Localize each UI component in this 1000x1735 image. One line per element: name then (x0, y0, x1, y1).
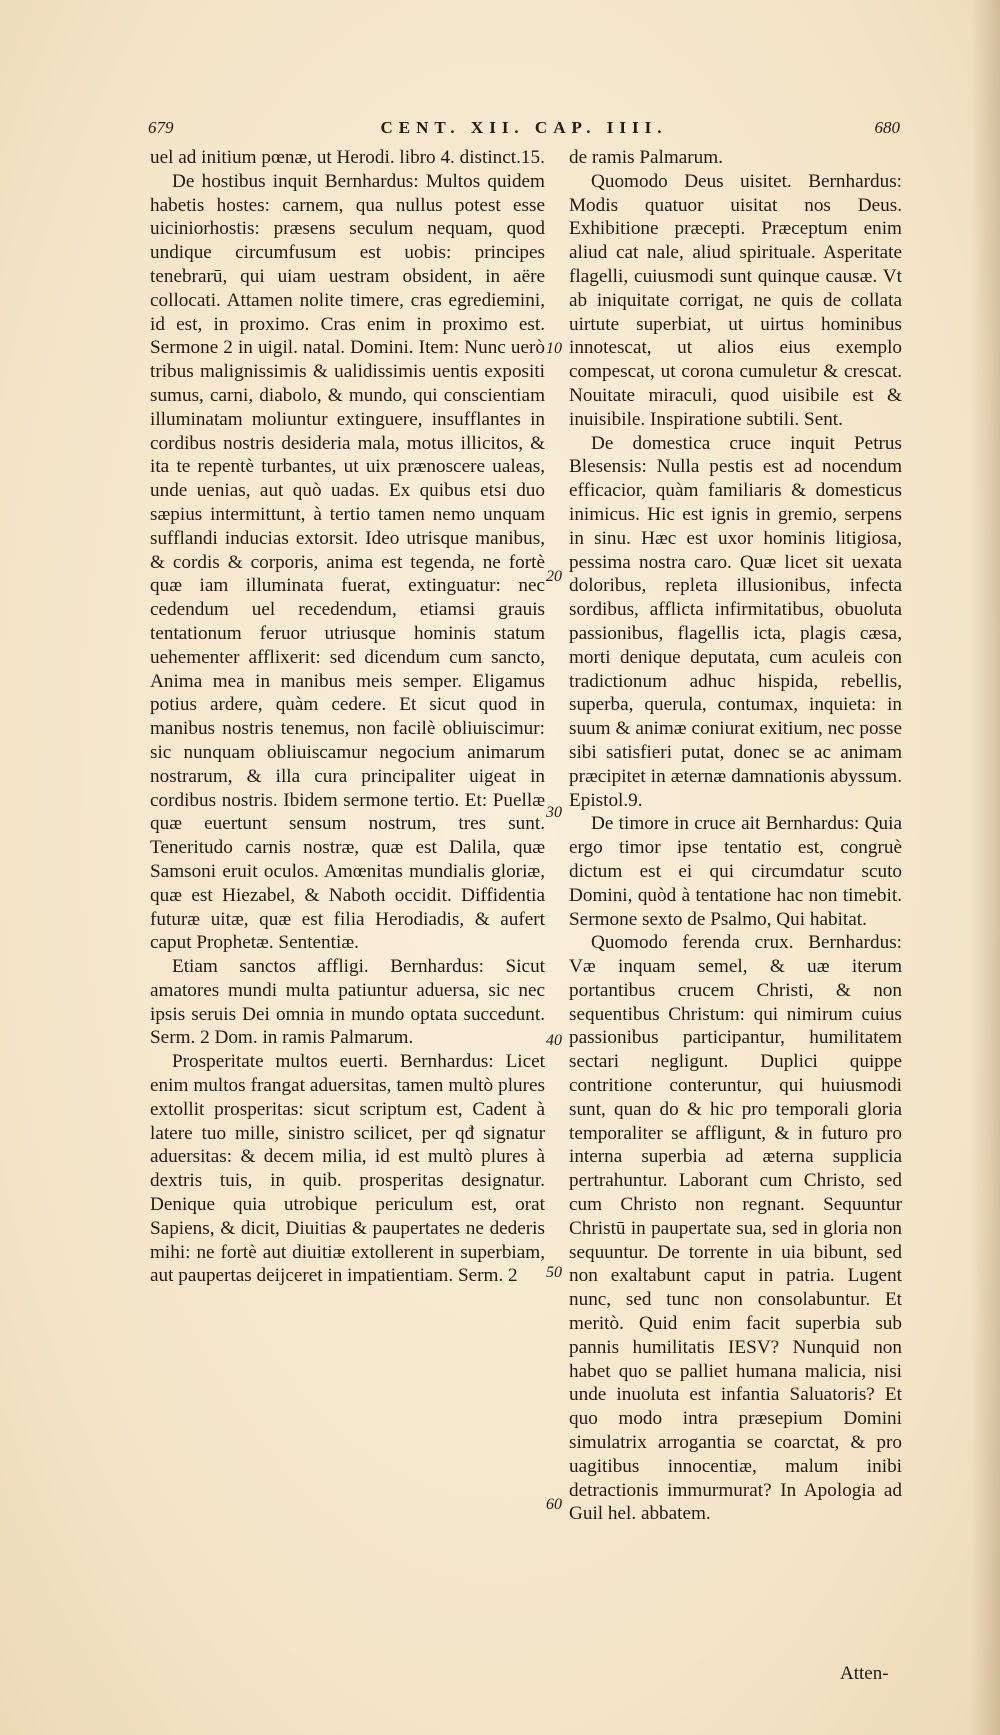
right-column (569, 146, 902, 1526)
left-paragraph-4: Prosperitate multos euerti. Bernhardus: Licet enim multos frangat aduersitas, tamen multò plures extollit prosperitas: sicut scriptum est, Cadent à latere tuo mille, sinistro scilicet, per qđ signatur aduersitas: & decem milia, id est multò plures à dextris tuis, in quib. prosperitas designatur. Denique quia utrobique periculum est, orat Sapiens, & dicit, Diuitias & paupertates ne dederis mihi: ne fortè aut diuitiæ extollerent in superbiam, aut paupertas deijceret in impatientiam. Serm. 2 (150, 1051, 545, 1287)
line-number-30: 30 (546, 804, 562, 821)
catchword: Atten- (840, 1663, 889, 1684)
right-paragraph-1: de ramis Palmarum. (569, 147, 723, 168)
left-paragraph-3: Etiam sanctos affligi. Bernhardus: Sicut amatores mundi multa patiuntur aduersa, sic nec ipsis seruis Dei omnia in mundo optata succedunt. Serm. 2 Dom. in ramis Palmarum. (150, 956, 545, 1049)
right-paragraph-2: Quomodo Deus uisitet. Bernhardus: Modis quatuor uisitat nos Deus. Exhibitione præcepti. Præceptum enim aliud cat nale, aliud spirituale. Asperitate flagelli, cuiusmodi sunt quinque causæ. Vt ab iniquitate corrigat, ne quis de collata uirtute superbiat, ut uirtus hominibus innotescat, ut alios eius exemplo compescat, ut corona cumuletur & crescat. Nouitate miraculi, quod uisibile est & inuisibile. Inspiratione subtili. Sent. (569, 170, 902, 430)
line-number-50: 50 (546, 1264, 562, 1281)
line-number-10: 10 (546, 340, 562, 357)
line-number-60: 60 (546, 1496, 562, 1513)
line-number-40: 40 (546, 1032, 562, 1049)
running-header (148, 118, 900, 148)
left-column (150, 146, 545, 1288)
right-paragraph-3: De domestica cruce inquit Petrus Blesensis: Nulla pestis est ad nocendum efficacior, quàm familiaris & domesticus inimicus. Hic est ignis in gremio, serpens in sinu. Hæc est uxor hominis litigiosa, pessima nostra caro. Quæ licet sit uexata doloribus, repleta illusionibus, infecta sordibus, afflicta infirmitatibus, obuoluta passionibus, flagellis icta, plagis cæsa, morti denique deputata, cum aculeis con tradictionum adhuc hispida, rebellis, superba, querula, contumax, inquieta: in suum & animæ coniurat exitium, nec posse sibi satisfieri putat, donec se ac animam præcipitet in æternæ damnationis abyssum. Epistol.9. (569, 432, 902, 811)
line-number-20: 20 (546, 568, 562, 585)
right-paragraph-5: Quomodo ferenda crux. Bernhardus: Væ inquam semel, & uæ iterum portantibus crucem Christi, & non sequentibus Christum: qui nimirum cuius passionibus participantur, humilitatem sectari negligunt. Duplici quippe contritione conteruntur, qui huiusmodi sunt, quan do & hic pro temporali gloria temporaliter se affligunt, & in futuro pro interna superbia ad æterna supplicia pertrahuntur. Laborant cum Christo, sed cum Christo non regnant. Sequuntur Christū in paupertate sua, sed in gloria non sequuntur. De torrente in uia bibunt, sed non exaltabunt caput in patria. Lugent nunc, sed tunc non consolabuntur. Et meritò. Quid enim facit superbia sub pannis humilitatis IESV? Nunquid non habet quo se palliet humana malicia, nisi unde inuoluta est infantia Saluatoris? Et quo modo intra præsepium Domini simulatrix arrogantia se coarctat, & pro uagitibus innocentiæ, malum inibi detractionis immurmurat? In Apologia ad Guil hel. abbatem. (569, 932, 902, 1525)
left-paragraph-2: De hostibus inquit Bernhardus: Multos quidem habetis hostes: carnem, qua nullus potest esse uiciniorhostis: præsens seculum nequam, quod undique circumfusum est uobis: principes tenebrarū, qui uiam uestram obsident, in aëre collocati. Attamen nolite timere, cras egrediemini, id est, in proximo. Cras enim in proximo est. Sermone 2 in uigil. natal. Domini. Item: Nunc uerò tribus malignissimis & ualidissimis uentis expositi sumus, carni, diabolo, & mundo, qui conscientiam illuminatam moliuntur extinguere, insufflantes in cordibus nostris desideria mala, motus illicitos, & ita te repentè turbantes, ut uix prænoscere ualeas, unde uenias, aut quò uadas. Ex quibus etsi duo sæpius intermittunt, à tertio tamen nemo unquam sufflandi inducias extorsit. Ideo utrisque manibus, & cordis & corporis, anima est tegenda, ne fortè quæ iam illuminata fuerat, extinguatur: nec cedendum uel recedendum, etiamsi grauis tentationum feruor utriusque hominis statum uehementer afflixerit: sed dicendum cum sancto, Anima mea in manibus meis semper. Eligamus potius ardere, quàm cedere. Et sicut quod in manibus nostris tenemus, non facilè obliuiscimur: sic nunquam obliuiscamur negocium animarum nostrarum, & illa cura principaliter uigeat in cordibus nostris. Ibidem sermone tertio. Et: Puellæ quæ euertunt sensum nostrum, tres sunt. Teneritudo carnis nostræ, quæ est Dalila, quæ Samsoni eruit oculos. Amœnitas mundialis gloriæ, quæ est Hiezabel, & Naboth occidit. Diffidentia futuræ uitæ, quæ est filia Herodiadis, & aufert caput Prophetæ. Sententiæ. (150, 170, 545, 954)
page-edge-shadow (970, 0, 1000, 1735)
header-title: CENT. XII. CAP. IIII. (380, 118, 668, 137)
left-paragraph-1: uel ad initium pœnæ, ut Herodi. libro 4. distinct.15. (150, 147, 545, 168)
page-number-left: 679 (148, 118, 174, 137)
right-paragraph-4: De timore in cruce ait Bernhardus: Quia ergo timor ipse tentatio est, congruè dictum est ei qui circumdatur scuto Domini, quòd à tentatione hac non timebit. Sermone sexto de Psalmo, Qui habitat. (569, 813, 902, 930)
page-number-right: 680 (874, 118, 900, 137)
